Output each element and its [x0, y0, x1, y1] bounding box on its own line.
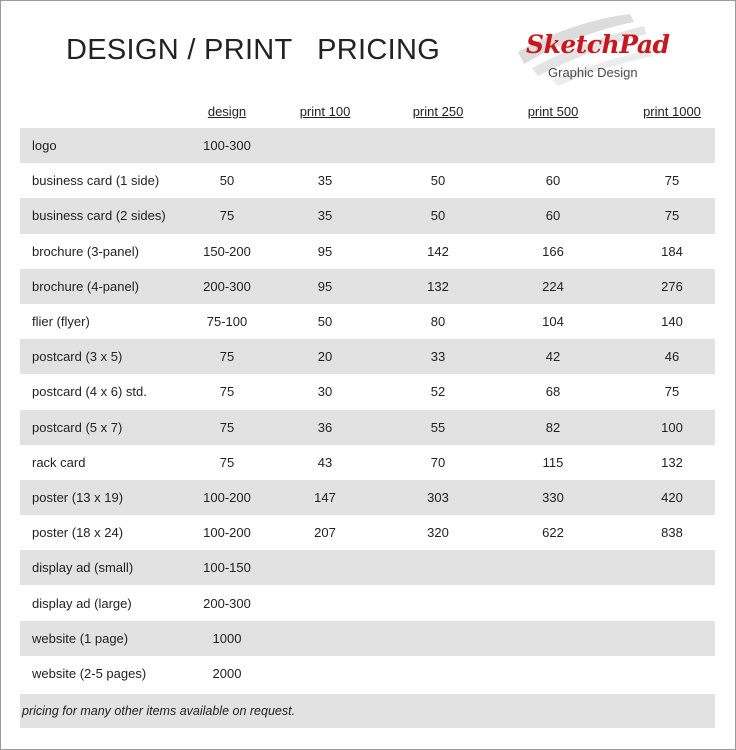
price-cell [275, 656, 375, 691]
price-cell: 50 [430, 173, 446, 189]
table-row [20, 445, 715, 480]
footnote [20, 694, 715, 728]
price-cell: 115 [542, 454, 564, 470]
table-row [20, 585, 715, 620]
price-cell: 68 [545, 384, 561, 400]
row-label: postcard (4 x 6) std. [32, 384, 147, 400]
price-cell [388, 585, 488, 620]
price-cell [275, 550, 375, 585]
price-cell [388, 621, 488, 656]
price-cell: 330 [542, 489, 564, 505]
price-cell: 184 [661, 243, 683, 259]
col-header-print-500: print 500 [527, 104, 579, 119]
table-row [20, 374, 715, 409]
price-cell [275, 621, 375, 656]
price-cell: 100 [661, 419, 683, 435]
price-cell: 50 [430, 208, 446, 224]
table-row [20, 410, 715, 445]
table-row [20, 480, 715, 515]
table-row [20, 304, 715, 339]
price-cell [503, 585, 603, 620]
price-cell [275, 585, 375, 620]
price-cell: 1000 [212, 630, 242, 646]
price-cell [622, 128, 722, 163]
price-cell: 100-200 [203, 525, 251, 541]
price-cell: 36 [317, 419, 333, 435]
col-header-print-100: print 100 [299, 104, 351, 119]
row-label: business card (2 sides) [32, 208, 166, 224]
price-cell: 104 [542, 314, 564, 330]
price-cell [503, 128, 603, 163]
price-cell [388, 128, 488, 163]
price-cell [503, 550, 603, 585]
price-cell: 75 [664, 173, 680, 189]
price-cell: 276 [661, 278, 683, 294]
price-cell: 30 [317, 384, 333, 400]
row-label: website (2-5 pages) [32, 665, 147, 681]
price-cell: 75 [219, 349, 235, 365]
price-cell: 42 [545, 349, 561, 365]
table-row [20, 163, 715, 198]
price-cell: 52 [430, 384, 446, 400]
row-label: poster (18 x 24) [32, 525, 124, 541]
row-label: website (1 page) [32, 630, 129, 646]
price-cell: 70 [430, 454, 446, 470]
price-cell [388, 550, 488, 585]
row-label: poster (13 x 19) [32, 489, 124, 505]
price-cell: 50 [317, 314, 333, 330]
table-row [20, 128, 715, 163]
price-cell: 200-300 [203, 595, 251, 611]
logo-tagline: Graphic Design [548, 65, 638, 80]
table-row [20, 656, 715, 691]
price-cell: 100-200 [203, 489, 251, 505]
pricing-table [20, 128, 715, 691]
table-row [20, 269, 715, 304]
logo-wordmark: SketchPad [526, 30, 670, 59]
price-cell: 320 [427, 525, 449, 541]
table-row [20, 234, 715, 269]
col-header-design: design [207, 104, 247, 119]
price-cell: 75-100 [206, 314, 248, 330]
row-label: brochure (4-panel) [32, 278, 139, 294]
page-title: DESIGN / PRINT PRICING [66, 34, 441, 66]
table-row [20, 621, 715, 656]
price-cell: 75 [219, 208, 235, 224]
table-row [20, 198, 715, 233]
price-cell: 100-300 [203, 138, 251, 154]
price-cell [622, 656, 722, 691]
price-cell [503, 656, 603, 691]
price-cell: 75 [664, 208, 680, 224]
price-cell: 207 [314, 525, 336, 541]
row-label: rack card [32, 454, 86, 470]
price-cell: 100-150 [203, 560, 251, 576]
price-cell: 95 [317, 278, 333, 294]
price-cell: 80 [430, 314, 446, 330]
price-cell: 147 [314, 489, 336, 505]
price-cell: 20 [317, 349, 333, 365]
price-cell: 60 [545, 173, 561, 189]
sketchpad-logo [512, 8, 670, 88]
price-cell: 142 [427, 243, 449, 259]
price-cell: 166 [542, 243, 564, 259]
row-label: business card (1 side) [32, 173, 160, 189]
price-cell: 838 [661, 525, 683, 541]
price-cell: 35 [317, 173, 333, 189]
row-label: display ad (large) [32, 595, 132, 611]
row-label: postcard (5 x 7) [32, 419, 123, 435]
price-cell: 75 [219, 384, 235, 400]
price-cell: 132 [661, 454, 683, 470]
row-label: postcard (3 x 5) [32, 349, 123, 365]
price-cell: 132 [427, 278, 449, 294]
table-row [20, 550, 715, 585]
table-row [20, 515, 715, 550]
price-cell: 35 [317, 208, 333, 224]
footnote-text: pricing for many other items available on request. [22, 704, 296, 718]
price-cell: 43 [317, 454, 333, 470]
price-cell: 75 [219, 419, 235, 435]
price-cell: 75 [664, 384, 680, 400]
price-cell: 224 [542, 278, 564, 294]
table-row [20, 339, 715, 374]
row-label: brochure (3-panel) [32, 243, 139, 259]
price-cell: 95 [317, 243, 333, 259]
price-cell: 150-200 [203, 243, 251, 259]
row-label: logo [32, 138, 57, 154]
price-cell: 60 [545, 208, 561, 224]
price-cell: 82 [545, 419, 561, 435]
price-cell [275, 128, 375, 163]
price-cell [622, 550, 722, 585]
price-cell: 46 [664, 349, 680, 365]
price-cell: 622 [542, 525, 564, 541]
price-cell [388, 656, 488, 691]
price-cell: 75 [219, 454, 235, 470]
price-cell: 200-300 [203, 278, 251, 294]
col-header-print-1000: print 1000 [643, 104, 701, 119]
price-cell: 303 [427, 489, 449, 505]
row-label: flier (flyer) [32, 314, 90, 330]
col-header-print-250: print 250 [412, 104, 464, 119]
price-cell: 50 [219, 173, 235, 189]
price-cell: 55 [430, 419, 446, 435]
row-label: display ad (small) [32, 560, 134, 576]
price-cell: 140 [661, 314, 683, 330]
price-cell: 420 [661, 489, 683, 505]
price-cell: 2000 [212, 665, 242, 681]
price-cell [503, 621, 603, 656]
price-cell [622, 621, 722, 656]
table-header [20, 96, 715, 126]
price-cell [622, 585, 722, 620]
price-cell: 33 [430, 349, 446, 365]
